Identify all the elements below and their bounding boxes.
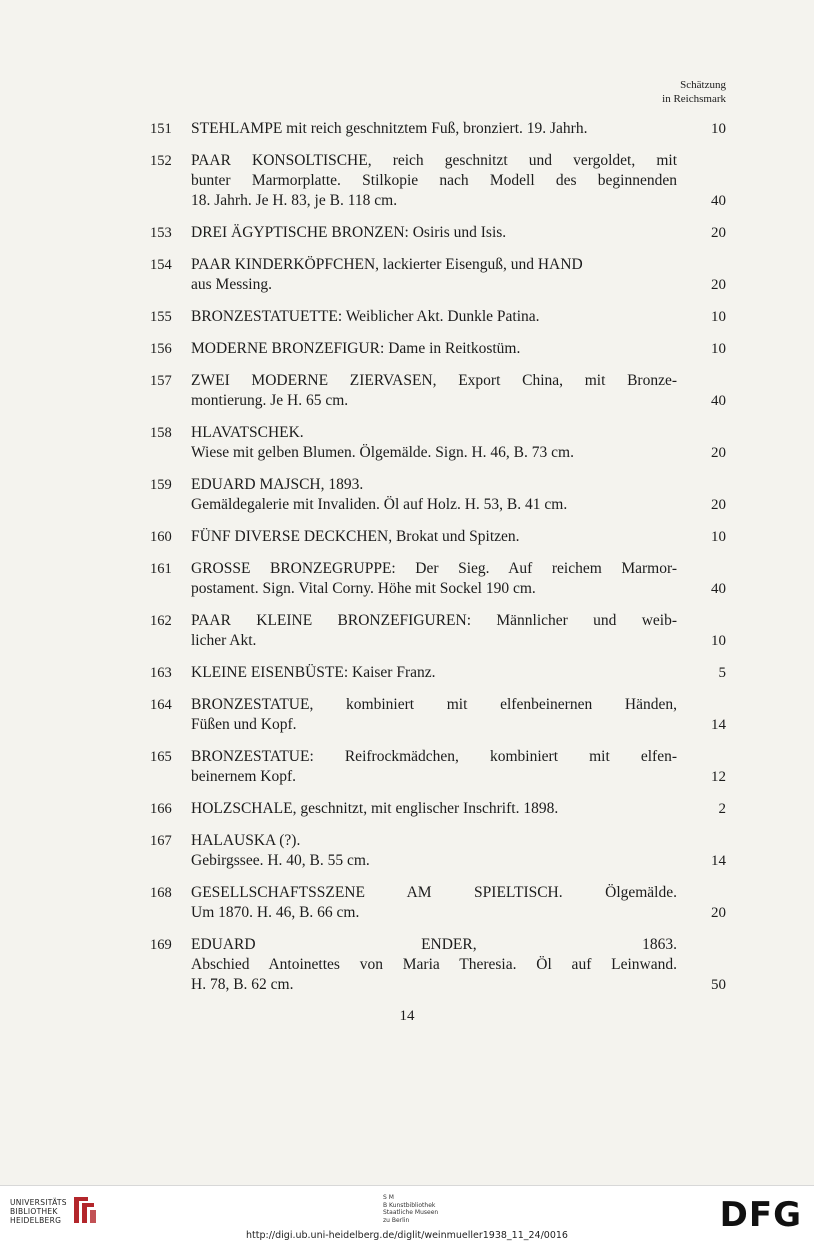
footer-bar bbox=[0, 1185, 814, 1242]
lot-number: 156 bbox=[150, 341, 172, 357]
lot-number: 152 bbox=[150, 153, 172, 169]
lot-estimate: 20 bbox=[711, 905, 726, 921]
lot-number: 151 bbox=[150, 121, 172, 137]
lot-estimate: 10 bbox=[711, 529, 726, 545]
museum-credit-line: S M bbox=[383, 1194, 394, 1201]
lot-estimate: 10 bbox=[711, 633, 726, 649]
museum-credit-line: B Kunstbibliothek bbox=[383, 1201, 436, 1209]
lot-description bbox=[191, 223, 677, 243]
lot-estimate: 14 bbox=[711, 717, 726, 733]
estimate-header-line2: in Reichsmark bbox=[662, 93, 726, 105]
lot-number: 162 bbox=[150, 613, 172, 629]
lot-estimate: 20 bbox=[711, 225, 726, 241]
lot-description bbox=[191, 255, 677, 295]
lot-number: 159 bbox=[150, 477, 172, 493]
lot-description-line: DREI ÄGYPTISCHE BRONZEN: Osiris und Isis. bbox=[191, 224, 507, 241]
university-line: UNIVERSITÄTS bbox=[10, 1198, 67, 1207]
lot-entry bbox=[0, 559, 814, 599]
lot-estimate: 12 bbox=[711, 769, 726, 785]
lot-description-line: bunter Marmorplatte. Stilkopie nach Modell des beginnenden bbox=[191, 172, 677, 189]
lot-estimate: 50 bbox=[711, 977, 726, 993]
lot-entry bbox=[0, 339, 814, 359]
lot-entry bbox=[0, 307, 814, 327]
lot-description-line: BRONZESTATUE: Reifrockmädchen, kombiniert mit elfen- bbox=[191, 748, 677, 765]
lot-number: 158 bbox=[150, 425, 172, 441]
lot-estimate: 5 bbox=[718, 665, 726, 681]
lot-description-line: postament. Sign. Vital Corny. Höhe mit Sockel 190 cm. bbox=[191, 580, 536, 597]
lot-entry bbox=[0, 663, 814, 683]
lot-estimate: 2 bbox=[718, 801, 726, 817]
lot-description bbox=[191, 339, 677, 359]
lot-description bbox=[191, 831, 677, 871]
university-line: HEIDELBERG bbox=[10, 1216, 62, 1225]
university-line: BIBLIOTHEK bbox=[10, 1207, 58, 1216]
lot-description-line: KLEINE EISENBÜSTE: Kaiser Franz. bbox=[191, 664, 436, 681]
lot-description-line: GROSSE BRONZEGRUPPE: Der Sieg. Auf reichem Marmor- bbox=[191, 560, 677, 577]
lot-entry bbox=[0, 371, 814, 411]
lot-number: 161 bbox=[150, 561, 172, 577]
lot-estimate: 20 bbox=[711, 277, 726, 293]
dfg-logo: DFG bbox=[719, 1195, 802, 1235]
lot-description-line: BRONZESTATUE, kombiniert mit elfenbeinernen Händen, bbox=[191, 696, 677, 713]
lot-description-line: PAAR KLEINE BRONZEFIGUREN: Männlicher und weib- bbox=[191, 612, 677, 629]
lot-number: 165 bbox=[150, 749, 172, 765]
museum-credit-line: Staatliche Museen bbox=[383, 1209, 439, 1216]
lot-entry bbox=[0, 831, 814, 871]
lot-estimate: 10 bbox=[711, 121, 726, 137]
lot-description-line: Gebirgssee. H. 40, B. 55 cm. bbox=[191, 852, 370, 869]
lot-estimate: 20 bbox=[711, 445, 726, 461]
lot-description bbox=[191, 151, 677, 211]
lot-entry bbox=[0, 695, 814, 735]
estimate-header-line1: Schätzung bbox=[680, 79, 726, 91]
lot-estimate: 40 bbox=[711, 581, 726, 597]
lot-entry bbox=[0, 611, 814, 651]
lot-description bbox=[191, 695, 677, 735]
lot-description-line: licher Akt. bbox=[191, 632, 257, 649]
lot-description-line: BRONZESTATUETTE: Weiblicher Akt. Dunkle Patina. bbox=[191, 308, 540, 325]
lot-description bbox=[191, 611, 677, 651]
lot-estimate: 20 bbox=[711, 497, 726, 513]
lot-number: 157 bbox=[150, 373, 172, 389]
lot-entry bbox=[0, 527, 814, 547]
page-number: 14 bbox=[399, 1008, 415, 1024]
lot-entry bbox=[0, 747, 814, 787]
university-logo-icon bbox=[70, 1193, 100, 1227]
lot-description-line: aus Messing. bbox=[191, 276, 272, 293]
lot-number: 164 bbox=[150, 697, 172, 713]
source-url[interactable]: http://digi.ub.uni-heidelberg.de/diglit/weinmueller1938_11_24/0016 bbox=[246, 1230, 568, 1241]
lot-description bbox=[191, 935, 677, 995]
lot-description-line: FÜNF DIVERSE DECKCHEN, Brokat und Spitzen. bbox=[191, 528, 520, 545]
lot-description-line: Wiese mit gelben Blumen. Ölgemälde. Sign. H. 46, B. 73 cm. bbox=[191, 444, 574, 461]
lot-description-line: PAAR KINDERKÖPFCHEN, lackierter Eisenguß, und HAND bbox=[191, 256, 583, 273]
lot-entry bbox=[0, 151, 814, 211]
lot-number: 163 bbox=[150, 665, 172, 681]
lot-entry bbox=[0, 883, 814, 923]
lot-description-line: Um 1870. H. 46, B. 66 cm. bbox=[191, 904, 360, 921]
lot-description bbox=[191, 559, 677, 599]
lot-description bbox=[191, 799, 677, 819]
lot-description-line: PAAR KONSOLTISCHE, reich geschnitzt und vergoldet, mit bbox=[191, 152, 677, 169]
university-library-name bbox=[10, 1198, 67, 1225]
lot-description-line: Füßen und Kopf. bbox=[191, 716, 297, 733]
lot-description-line: MODERNE BRONZEFIGUR: Dame in Reitkostüm. bbox=[191, 340, 521, 357]
lot-description-line: STEHLAMPE mit reich geschnitztem Fuß, bronziert. 19. Jahrh. bbox=[191, 120, 588, 137]
lot-description-line: 18. Jahrh. Je H. 83, je B. 118 cm. bbox=[191, 192, 398, 209]
lot-description-line: beinernem Kopf. bbox=[191, 768, 297, 785]
lot-estimate: 10 bbox=[711, 341, 726, 357]
lot-description bbox=[191, 883, 677, 923]
lot-description-line: EDUARD ENDER, 1863. bbox=[191, 936, 677, 953]
lot-description bbox=[191, 423, 677, 463]
estimate-header bbox=[662, 78, 726, 106]
lot-description-line: HLAVATSCHEK. bbox=[191, 424, 304, 441]
lot-description bbox=[191, 527, 677, 547]
lot-entry bbox=[0, 423, 814, 463]
lot-number: 168 bbox=[150, 885, 172, 901]
lot-entry bbox=[0, 255, 814, 295]
lot-description bbox=[191, 747, 677, 787]
lot-estimate: 40 bbox=[711, 193, 726, 209]
lot-number: 153 bbox=[150, 225, 172, 241]
lot-description-line: HOLZSCHALE, geschnitzt, mit englischer Inschrift. 1898. bbox=[191, 800, 559, 817]
lot-entry bbox=[0, 799, 814, 819]
lot-number: 154 bbox=[150, 257, 172, 273]
lot-description bbox=[191, 307, 677, 327]
lot-description-line: GESELLSCHAFTSSZENE AM SPIELTISCH. Ölgemälde. bbox=[191, 884, 677, 901]
lot-description bbox=[191, 475, 677, 515]
lot-entry bbox=[0, 935, 814, 995]
lot-entry bbox=[0, 475, 814, 515]
lot-description-line: Gemäldegalerie mit Invaliden. Öl auf Holz. H. 53, B. 41 cm. bbox=[191, 496, 568, 513]
lot-description-line: H. 78, B. 62 cm. bbox=[191, 976, 294, 993]
lot-estimate: 10 bbox=[711, 309, 726, 325]
lot-description-line: Abschied Antoinettes von Maria Theresia. Öl auf Leinwand. bbox=[191, 956, 677, 973]
museum-credit bbox=[383, 1194, 438, 1224]
lot-number: 167 bbox=[150, 833, 172, 849]
lot-estimate: 40 bbox=[711, 393, 726, 409]
lot-entry bbox=[0, 119, 814, 139]
lot-description bbox=[191, 663, 677, 683]
lot-number: 160 bbox=[150, 529, 172, 545]
lot-number: 166 bbox=[150, 801, 172, 817]
lot-description bbox=[191, 371, 677, 411]
lot-estimate: 14 bbox=[711, 853, 726, 869]
museum-credit-line: zu Berlin bbox=[383, 1216, 410, 1224]
lot-number: 155 bbox=[150, 309, 172, 325]
lot-description bbox=[191, 119, 677, 139]
lot-entry bbox=[0, 223, 814, 243]
lot-number: 169 bbox=[150, 937, 172, 953]
lot-description-line: montierung. Je H. 65 cm. bbox=[191, 392, 349, 409]
lot-description-line: ZWEI MODERNE ZIERVASEN, Export China, mit Bronze- bbox=[191, 372, 677, 389]
lot-description-line: HALAUSKA (?). bbox=[191, 832, 301, 849]
lot-description-line: EDUARD MAJSCH, 1893. bbox=[191, 476, 364, 493]
